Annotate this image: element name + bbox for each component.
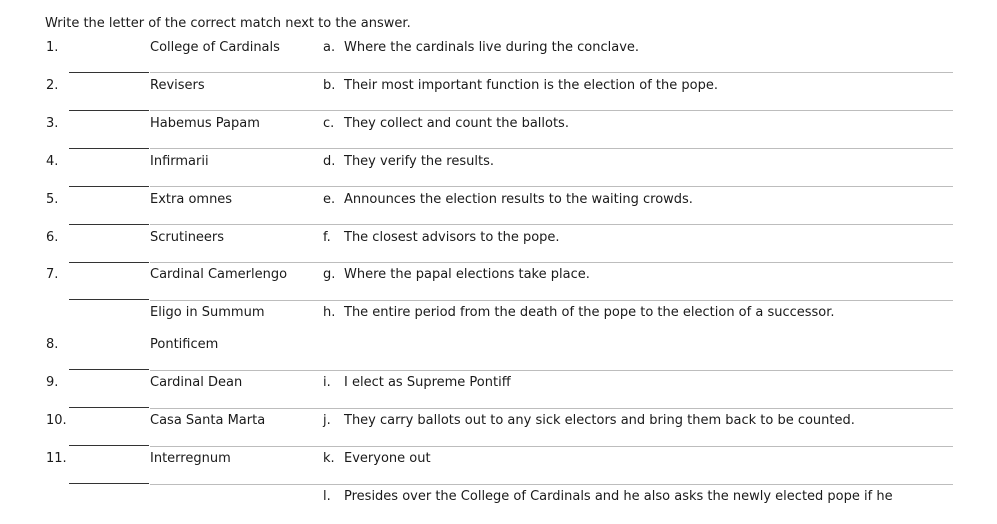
- item-term: Habemus Papam: [150, 116, 260, 131]
- item-number: 6.: [46, 230, 59, 245]
- item-term: Eligo in Summum: [150, 305, 265, 320]
- definition-text: Their most important function is the election of the pope.: [344, 78, 718, 93]
- row-divider: [150, 224, 953, 225]
- definition-letter: c.: [323, 116, 335, 131]
- answer-blank[interactable]: [69, 299, 149, 300]
- definition-text: I elect as Supreme Pontiff: [344, 375, 511, 390]
- definition-letter: l.: [323, 489, 331, 504]
- item-term: College of Cardinals: [150, 40, 280, 55]
- row-divider: [150, 408, 953, 409]
- item-term: Interregnum: [150, 451, 231, 466]
- row-divider: [150, 484, 953, 485]
- definition-letter: g.: [323, 267, 336, 282]
- answer-blank[interactable]: [69, 186, 149, 187]
- item-number: 5.: [46, 192, 59, 207]
- row-divider: [150, 72, 953, 73]
- definition-letter: k.: [323, 451, 335, 466]
- answer-blank[interactable]: [69, 148, 149, 149]
- definition-text: Announces the election results to the waiting crowds.: [344, 192, 693, 207]
- row-divider: [150, 446, 953, 447]
- item-term: Pontificem: [150, 337, 219, 352]
- answer-blank[interactable]: [69, 369, 149, 370]
- item-term: Cardinal Camerlengo: [150, 267, 288, 282]
- answer-blank[interactable]: [69, 445, 149, 446]
- definition-text: Where the papal elections take place.: [344, 267, 590, 282]
- definition-text: The entire period from the death of the pope to the election of a successor.: [344, 305, 835, 320]
- item-term: Infirmarii: [150, 154, 209, 169]
- item-term: Scrutineers: [150, 230, 225, 245]
- item-number: 9.: [46, 375, 59, 390]
- row-divider: [150, 186, 953, 187]
- item-term: Cardinal Dean: [150, 375, 243, 390]
- answer-blank[interactable]: [69, 262, 149, 263]
- row-divider: [150, 148, 953, 149]
- definition-letter: b.: [323, 78, 336, 93]
- definition-text: Everyone out: [344, 451, 431, 466]
- row-divider: [150, 300, 953, 301]
- item-number: 1.: [46, 40, 59, 55]
- item-number: 4.: [46, 154, 59, 169]
- answer-blank[interactable]: [69, 110, 149, 111]
- row-divider: [150, 370, 953, 371]
- item-term: Casa Santa Marta: [150, 413, 266, 428]
- item-number: 11.: [46, 451, 67, 466]
- definition-letter: i.: [323, 375, 331, 390]
- item-term: Extra omnes: [150, 192, 233, 207]
- definition-letter: d.: [323, 154, 336, 169]
- item-term: Revisers: [150, 78, 205, 93]
- item-number: 3.: [46, 116, 59, 131]
- answer-blank[interactable]: [69, 483, 149, 484]
- answer-blank[interactable]: [69, 224, 149, 225]
- row-divider: [150, 262, 953, 263]
- item-number: 8.: [46, 337, 59, 352]
- instruction-text: Write the letter of the correct match next to the answer.: [45, 16, 411, 31]
- definition-letter: a.: [323, 40, 336, 55]
- definition-text: Where the cardinals live during the conclave.: [344, 40, 640, 55]
- definition-letter: h.: [323, 305, 336, 320]
- answer-blank[interactable]: [69, 407, 149, 408]
- definition-text: Presides over the College of Cardinals and he also asks the newly elected pope if he: [344, 489, 893, 504]
- item-number: 10.: [46, 413, 67, 428]
- definition-text: They verify the results.: [344, 154, 494, 169]
- definition-letter: e.: [323, 192, 336, 207]
- definition-text: They carry ballots out to any sick electors and bring them back to be counted.: [344, 413, 855, 428]
- item-number: 2.: [46, 78, 59, 93]
- definition-letter: j.: [323, 413, 331, 428]
- definition-letter: f.: [323, 230, 331, 245]
- answer-blank[interactable]: [69, 72, 149, 73]
- row-divider: [150, 110, 953, 111]
- definition-text: The closest advisors to the pope.: [344, 230, 560, 245]
- definition-text: They collect and count the ballots.: [344, 116, 569, 131]
- item-number: 7.: [46, 267, 59, 282]
